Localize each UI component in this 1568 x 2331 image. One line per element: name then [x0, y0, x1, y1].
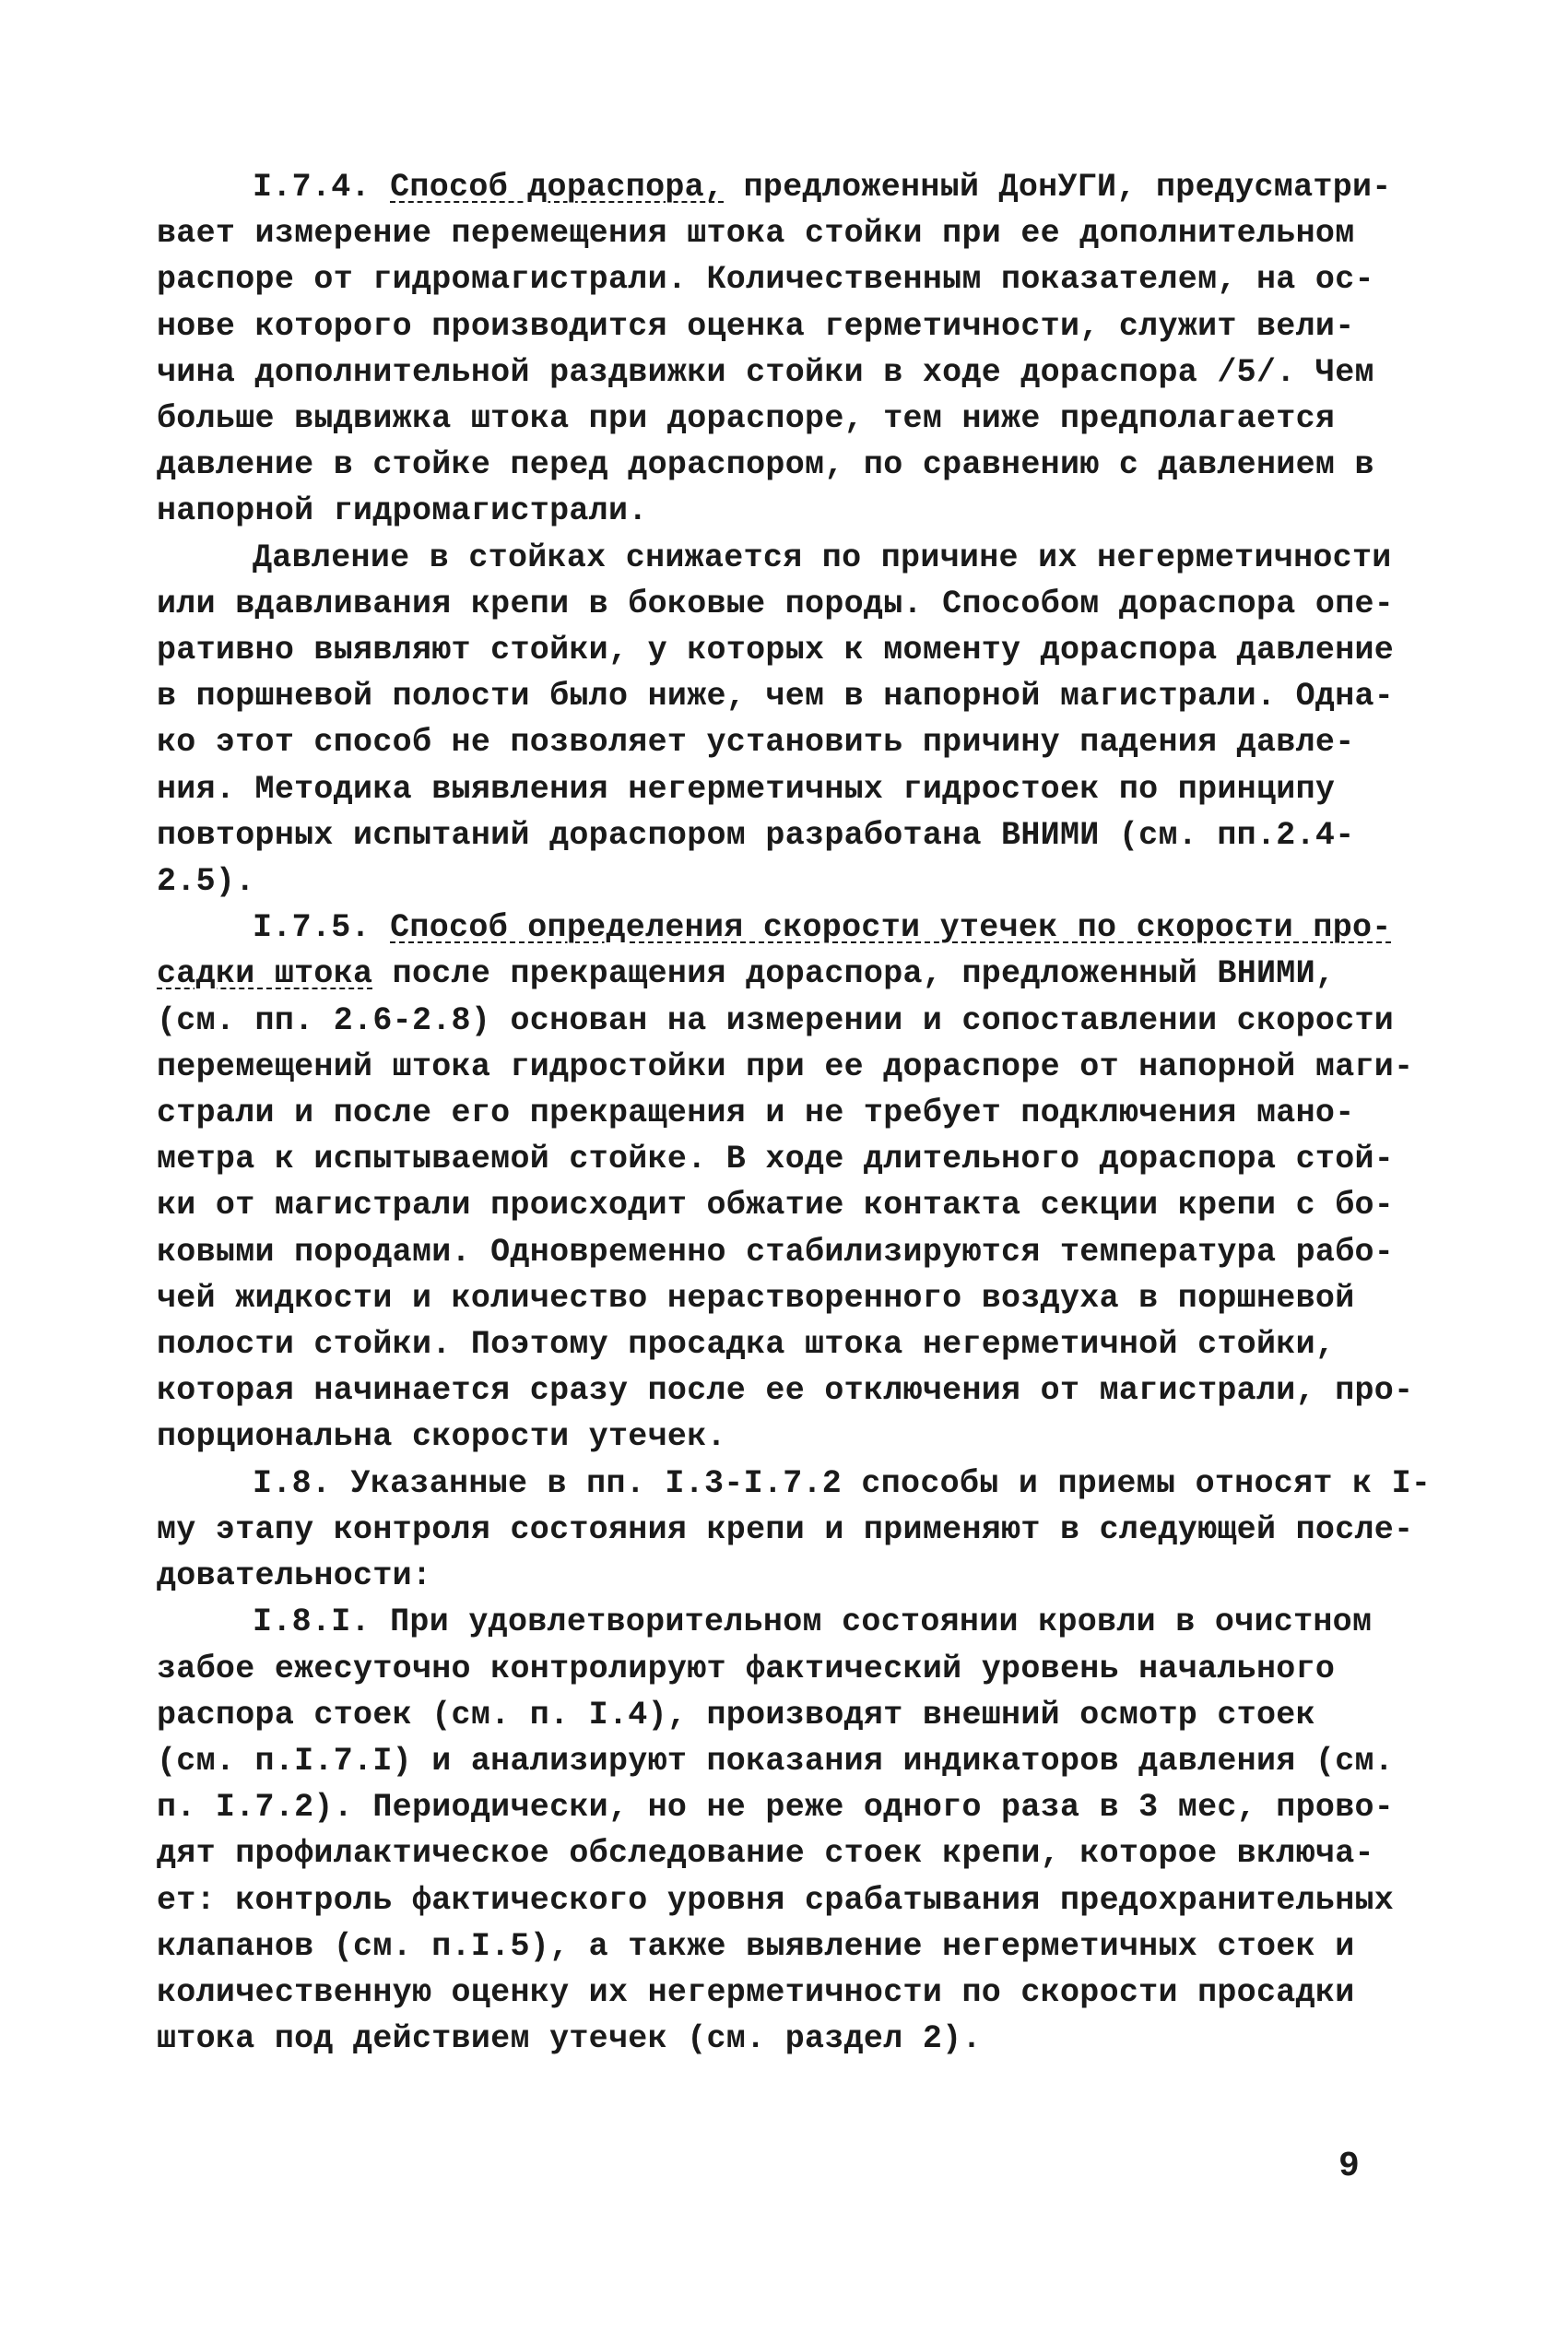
- text-line: [157, 998, 1438, 1044]
- paragraph-1.7.4-cont: [157, 535, 1438, 905]
- text-run: (см. пп. 2.6-2.8) основан на измерении и сопоставлении скорости: [157, 1001, 1395, 1039]
- text-line: [157, 1136, 1438, 1182]
- text-run: штока под действием утечек (см. раздел 2).: [157, 2020, 982, 2058]
- paragraph-1.7.4: [157, 164, 1438, 535]
- text-run: ковыми породами. Одновременно стабилизируются температура рабо-: [157, 1233, 1395, 1271]
- text-line: [157, 1646, 1438, 1692]
- text-run: давление в стойке перед дораспором, по сравнению с давлением в: [157, 446, 1374, 484]
- text-run: ния. Методика выявления негерметичных гидростоек по принципу: [157, 770, 1336, 808]
- text-run: напорной гидромагистрали.: [157, 492, 648, 530]
- text-run: му этапу контроля состояния крепи и применяют в следующей после-: [157, 1510, 1414, 1548]
- text-line: [157, 303, 1438, 349]
- text-run: метра к испытываемой стойке. В ходе длительного дораспора стой-: [157, 1141, 1395, 1178]
- text-line: [157, 766, 1438, 812]
- text-line: [157, 1784, 1438, 1830]
- text-run: ки от магистрали происходит обжатие контакта секции крепи с бо-: [157, 1187, 1395, 1225]
- text-run: (см. п.I.7.I) и анализируют показания индикаторов давления (см.: [157, 1742, 1395, 1780]
- text-run: чей жидкости и количество нерастворенного воздуха в поршневой: [157, 1279, 1355, 1317]
- text-run: страли и после его прекращения и не требует подключения мано-: [157, 1095, 1355, 1132]
- text-run: I.8. Указанные в пп. I.3-I.7.2 способы и приемы относят к I-: [253, 1464, 1432, 1502]
- text-run: после прекращения дораспора, предложенный ВНИМИ,: [372, 955, 1336, 993]
- text-line: [157, 627, 1438, 673]
- text-run: довательности:: [157, 1557, 432, 1595]
- text-line: [157, 1738, 1438, 1784]
- text-line: [157, 1090, 1438, 1136]
- text-run: нове которого производится оценка герметичности, служит вели-: [157, 307, 1355, 345]
- text-run: ративно выявляют стойки, у которых к моменту дораспора давление: [157, 632, 1395, 669]
- text-line: [157, 1367, 1438, 1414]
- text-line: [157, 673, 1438, 719]
- text-line: [157, 396, 1438, 442]
- paragraph-1.8: [157, 1461, 1438, 1600]
- text-line: [157, 719, 1438, 765]
- text-line: [157, 1321, 1438, 1367]
- text-line: [157, 1507, 1438, 1553]
- underlined-heading: Способ определения скорости утечек по скорости про-: [390, 909, 1392, 947]
- text-line: [157, 1692, 1438, 1738]
- text-run: ет: контроль фактического уровня срабатывания предохранительных: [157, 1881, 1395, 1919]
- text-run: вает измерение перемещения штока стойки при ее дополнительном: [157, 215, 1355, 253]
- text-line: [157, 1877, 1438, 1923]
- text-line: [157, 1414, 1438, 1460]
- text-run: ко этот способ не позволяет установить причину падения давле-: [157, 724, 1355, 762]
- text-line: [157, 2016, 1438, 2062]
- text-line: [157, 812, 1438, 858]
- text-run: порциональна скорости утечек.: [157, 1418, 726, 1456]
- text-line: [157, 581, 1438, 627]
- text-line: [157, 256, 1438, 302]
- text-run: I.8.I. При удовлетворительном состоянии кровли в очистном: [253, 1603, 1373, 1641]
- text-line: [157, 951, 1438, 997]
- text-run: перемещений штока гидростойки при ее дораспоре от напорной маги-: [157, 1047, 1414, 1085]
- text-run: I.7.5.: [253, 909, 391, 947]
- text-run: дят профилактическое обследование стоек крепи, которое включа-: [157, 1835, 1374, 1873]
- text-run: количественную оценку их негерметичности по скорости просадки: [157, 1973, 1355, 2011]
- paragraph-1.7.5: [157, 905, 1438, 1460]
- text-run: распоре от гидромагистрали. Количественным показателем, на ос-: [157, 261, 1374, 299]
- text-run: предложенный ДонУГИ, предусматри-: [724, 169, 1392, 206]
- text-line: [157, 1229, 1438, 1275]
- text-line: [157, 1553, 1438, 1599]
- paragraph-1.8.1: [157, 1599, 1438, 2062]
- text-run: распора стоек (см. п. I.4), производят внешний осмотр стоек: [157, 1696, 1315, 1733]
- text-run: которая начинается сразу после ее отключения от магистрали, про-: [157, 1372, 1414, 1410]
- text-line: [157, 1923, 1438, 1970]
- text-line: [157, 1599, 1438, 1645]
- text-line: [157, 1830, 1438, 1876]
- text-line: [157, 1275, 1438, 1321]
- text-line: [157, 164, 1438, 210]
- text-line: [157, 1182, 1438, 1228]
- text-run: чина дополнительной раздвижки стойки в ходе дораспора /5/. Чем: [157, 353, 1374, 391]
- text-line: [157, 1461, 1438, 1507]
- text-line: [157, 349, 1438, 396]
- text-run: I.7.4.: [253, 169, 391, 206]
- text-line: [157, 535, 1438, 581]
- text-run: п. I.7.2). Периодически, но не реже одного раза в 3 мес, прово-: [157, 1789, 1395, 1827]
- text-line: [157, 488, 1438, 534]
- text-run: или вдавливания крепи в боковые породы. Способом дораспора опе-: [157, 585, 1395, 622]
- text-run: Давление в стойках снижается по причине их негерметичности: [253, 538, 1392, 576]
- body-text: [157, 164, 1438, 2062]
- text-line: [157, 210, 1438, 256]
- text-run: больше выдвижка штока при дораспоре, тем ниже предполагается: [157, 400, 1336, 438]
- underlined-heading: Способ дораспора,: [390, 169, 725, 206]
- text-run: полости стойки. Поэтому просадка штока негерметичной стойки,: [157, 1326, 1336, 1364]
- text-line: [157, 1044, 1438, 1090]
- text-line: [157, 858, 1438, 905]
- text-line: [157, 442, 1438, 488]
- text-run: забое ежесуточно контролируют фактический уровень начального: [157, 1650, 1336, 1687]
- text-line: [157, 905, 1438, 951]
- page-number: 9: [1338, 2147, 1360, 2186]
- text-run: клапанов (см. п.I.5), а также выявление негерметичных стоек и: [157, 1927, 1355, 1965]
- text-run: повторных испытаний дораспором разработана ВНИМИ (см. пп.2.4-: [157, 816, 1355, 854]
- underlined-heading: садки штока: [157, 955, 373, 993]
- text-run: 2.5).: [157, 863, 255, 901]
- text-run: в поршневой полости было ниже, чем в напорной магистрали. Одна-: [157, 678, 1395, 716]
- text-line: [157, 1970, 1438, 2016]
